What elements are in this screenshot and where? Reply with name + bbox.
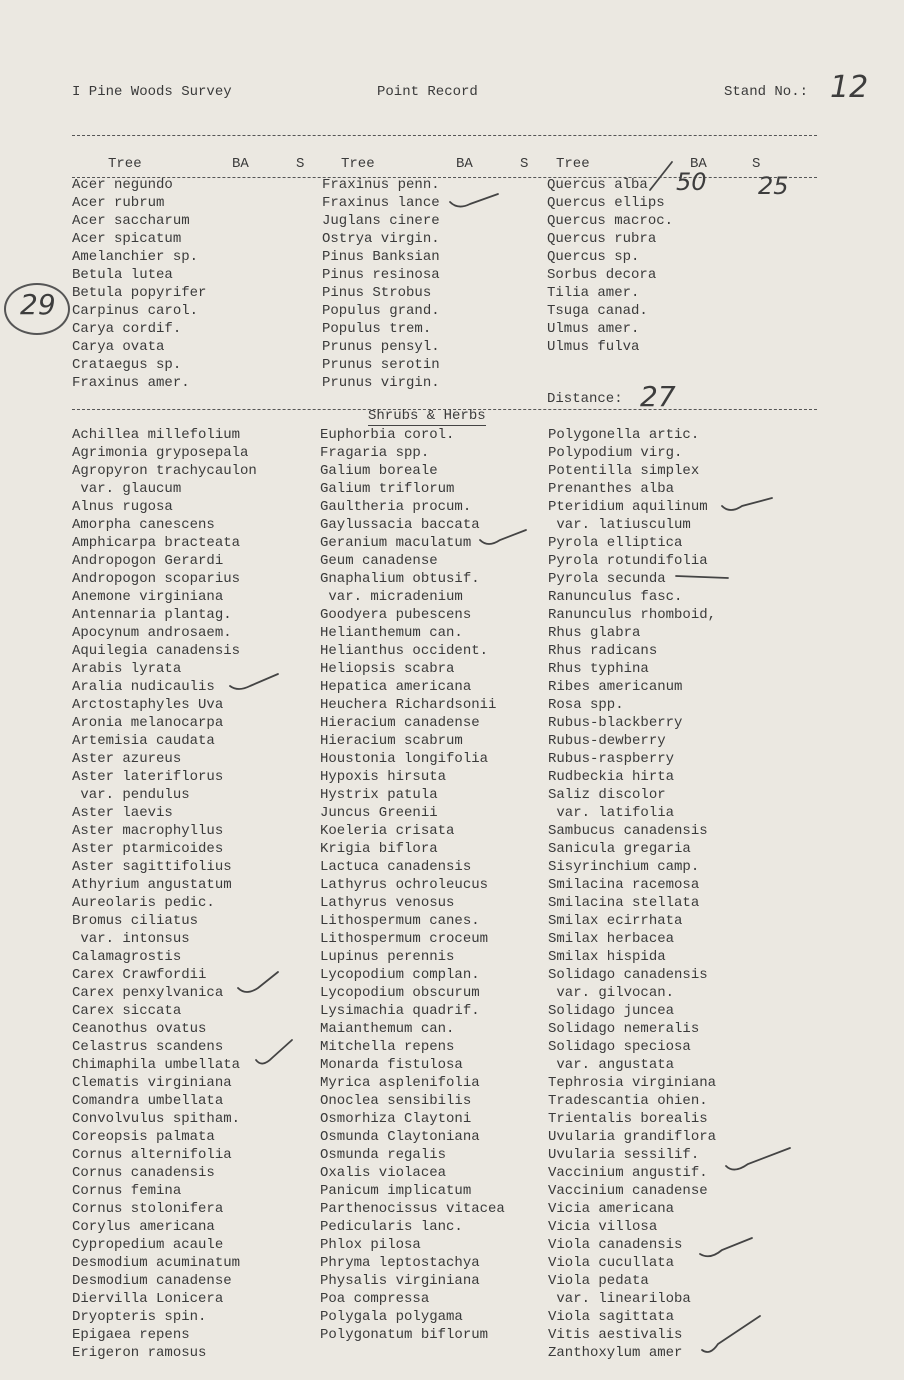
herb-item: Aster ptarmicoides	[72, 841, 224, 857]
tree-item: Sorbus decora	[547, 267, 657, 283]
herb-item: Rudbeckia hirta	[548, 769, 675, 785]
herb-item: Aureolaris pedic.	[72, 895, 215, 911]
quercus-alba-ba: 50	[676, 168, 707, 196]
tree-item: Juglans cinere	[322, 213, 440, 229]
tree-item: Quercus rubra	[547, 231, 657, 247]
herb-item: var. latifolia	[548, 805, 675, 821]
distance-label: Distance:	[547, 391, 623, 407]
herb-item: Polypodium virg.	[548, 445, 683, 461]
s-header-2: S	[520, 156, 529, 172]
herb-item: Aster sagittifolius	[72, 859, 232, 875]
tree-item: Quercus sp.	[547, 249, 640, 265]
tree-item: Carpinus carol.	[72, 303, 199, 319]
herb-item: Convolvulus spitham.	[72, 1111, 241, 1127]
herb-item: Aralia nudicaulis	[72, 679, 215, 695]
tree-item: Fraxinus penn.	[322, 177, 440, 193]
herb-item: Vitis aestivalis	[548, 1327, 683, 1343]
herb-item: Smilax hispida	[548, 949, 666, 965]
herb-item: Potentilla simplex	[548, 463, 700, 479]
tree-item: Tilia amer.	[547, 285, 640, 301]
herb-item: Saliz discolor	[548, 787, 666, 803]
herb-item: Oxalis violacea	[320, 1165, 447, 1181]
herb-item: Maianthemum can.	[320, 1021, 455, 1037]
herb-item: Alnus rugosa	[72, 499, 173, 515]
tree-item: Tsuga canad.	[547, 303, 648, 319]
tree-header-3: Tree	[556, 156, 590, 172]
ba-header-1: BA	[232, 156, 249, 172]
herb-item: Anemone virginiana	[72, 589, 224, 605]
herb-item: Polygonella artic.	[548, 427, 700, 443]
herb-item: Arabis lyrata	[72, 661, 182, 677]
tree-item: Betula popyrifer	[72, 285, 207, 301]
herb-item: Lithospermum canes.	[320, 913, 480, 929]
distance-value: 27	[640, 380, 676, 413]
herb-item: Viola canadensis	[548, 1237, 683, 1253]
herb-item: Galium boreale	[320, 463, 438, 479]
record-type: Point Record	[377, 84, 478, 100]
herb-item: Galium triflorum	[320, 481, 455, 497]
herb-item: Geranium maculatum	[320, 535, 472, 551]
tree-item: Prunus virgin.	[322, 375, 440, 391]
herb-item: Rhus typhina	[548, 661, 649, 677]
herb-item: Ranunculus rhomboid,	[548, 607, 717, 623]
tree-column-3	[547, 176, 673, 356]
herb-item: var. angustata	[548, 1057, 675, 1073]
stand-number: 12	[830, 70, 869, 105]
herb-item: Desmodium acuminatum	[72, 1255, 241, 1271]
herb-item: Uvularia sessilif.	[548, 1147, 700, 1163]
herb-item: Solidago speciosa	[548, 1039, 691, 1055]
herb-item: Apocynum androsaem.	[72, 625, 232, 641]
tree-item: Ulmus fulva	[547, 339, 640, 355]
herb-item: Bromus ciliatus	[72, 913, 199, 929]
tree-column-2	[322, 176, 440, 392]
herb-item: Sambucus canadensis	[548, 823, 708, 839]
herb-column-2	[320, 426, 505, 1344]
herb-item: Lathyrus venosus	[320, 895, 455, 911]
tree-item: Carya cordif.	[72, 321, 182, 337]
herb-item: Solidago nemeralis	[548, 1021, 700, 1037]
herb-item: Comandra umbellata	[72, 1093, 224, 1109]
herb-item: Calamagrostis	[72, 949, 182, 965]
herb-item: Heliopsis scabra	[320, 661, 455, 677]
herb-item: Hystrix patula	[320, 787, 438, 803]
herb-column-1	[72, 426, 257, 1362]
herb-item: Rhus radicans	[548, 643, 658, 659]
herb-item: var. intonsus	[72, 931, 190, 947]
tree-item: Ostrya virgin.	[322, 231, 440, 247]
tree-item: Prunus serotin	[322, 357, 440, 373]
tree-item: Fraxinus amer.	[72, 375, 190, 391]
herb-item: Aster azureus	[72, 751, 182, 767]
ba-header-3: BA	[690, 156, 707, 172]
herb-item: Pyrola rotundifolia	[548, 553, 708, 569]
herb-item: Lysimachia quadrif.	[320, 1003, 480, 1019]
herb-item: Lithospermum croceum	[320, 931, 489, 947]
herb-item: Arctostaphyles Uva	[72, 697, 224, 713]
herb-item: Desmodium canadense	[72, 1273, 232, 1289]
herb-item: Solidago juncea	[548, 1003, 675, 1019]
herb-item: Parthenocissus vitacea	[320, 1201, 505, 1217]
herb-item: Pyrola elliptica	[548, 535, 683, 551]
herb-item: Vicia villosa	[548, 1219, 658, 1235]
tree-item: Pinus Banksian	[322, 249, 440, 265]
herb-item: Tradescantia ohien.	[548, 1093, 708, 1109]
herb-item: Rubus-dewberry	[548, 733, 666, 749]
herb-item: Lactuca canadensis	[320, 859, 472, 875]
herb-item: Phryma leptostachya	[320, 1255, 480, 1271]
herb-item: Andropogon scoparius	[72, 571, 241, 587]
herb-item: Carex penxylvanica	[72, 985, 224, 1001]
herb-item: Cornus alternifolia	[72, 1147, 232, 1163]
herb-item: Ribes americanum	[548, 679, 683, 695]
tree-item: Ulmus amer.	[547, 321, 640, 337]
herb-item: Carex siccata	[72, 1003, 182, 1019]
top-rule	[72, 135, 817, 136]
herb-item: Smilax herbacea	[548, 931, 675, 947]
herb-item: Dryopteris spin.	[72, 1309, 207, 1325]
herb-item: Tephrosia virginiana	[548, 1075, 717, 1091]
herb-item: Poa compressa	[320, 1291, 430, 1307]
tree-item: Acer spicatum	[72, 231, 182, 247]
herb-item: Krigia biflora	[320, 841, 438, 857]
ba-header-2: BA	[456, 156, 473, 172]
tree-column-1	[72, 176, 206, 392]
herb-item: Osmunda regalis	[320, 1147, 447, 1163]
herb-item: Achillea millefolium	[72, 427, 241, 443]
herb-item: Gaylussacia baccata	[320, 517, 480, 533]
herb-item: Amphicarpa bracteata	[72, 535, 241, 551]
herb-item: Helianthus occident.	[320, 643, 489, 659]
herb-item: var. latiusculum	[548, 517, 691, 533]
herb-item: Artemisia caudata	[72, 733, 215, 749]
herb-item: Helianthemum can.	[320, 625, 463, 641]
herb-item: var. micradenium	[320, 589, 463, 605]
herb-item: Pteridium aquilinum	[548, 499, 708, 515]
herb-item: Smilacina stellata	[548, 895, 700, 911]
herb-item: Physalis virginiana	[320, 1273, 480, 1289]
tree-item: Quercus ellips	[547, 195, 665, 211]
herb-item: Chimaphila umbellata	[72, 1057, 241, 1073]
herb-item: Rubus-raspberry	[548, 751, 675, 767]
shrubs-herbs-title	[368, 408, 486, 424]
herb-item: Epigaea repens	[72, 1327, 190, 1343]
herb-item: Pyrola secunda	[548, 571, 666, 587]
tree-item: Quercus macroc.	[547, 213, 674, 229]
herb-item: Geum canadense	[320, 553, 438, 569]
tree-header-2: Tree	[341, 156, 375, 172]
herb-item: Carex Crawfordii	[72, 967, 207, 983]
tree-item: Pinus resinosa	[322, 267, 440, 283]
herb-item: Viola sagittata	[548, 1309, 675, 1325]
herb-item: Antennaria plantag.	[72, 607, 232, 623]
herb-item: Rosa spp.	[548, 697, 624, 713]
herb-item: Panicum implicatum	[320, 1183, 472, 1199]
herb-item: var. glaucum	[72, 481, 182, 497]
tree-item: Amelanchier sp.	[72, 249, 199, 265]
tree-item: Crataegus sp.	[72, 357, 182, 373]
tree-item: Acer rubrum	[72, 195, 165, 211]
herb-item: Cypropedium acaule	[72, 1237, 224, 1253]
check-mark-icon	[256, 1040, 292, 1064]
herb-item: Pedicularis lanc.	[320, 1219, 463, 1235]
herb-item: Koeleria crisata	[320, 823, 455, 839]
herb-item: Clematis virginiana	[72, 1075, 232, 1091]
herb-item: Erigeron ramosus	[72, 1345, 207, 1361]
herb-item: Athyrium angustatum	[72, 877, 232, 893]
herb-item: Aster laevis	[72, 805, 173, 821]
tree-item: Acer negundo	[72, 177, 173, 193]
check-mark-icon	[450, 194, 498, 207]
tree-item: Populus grand.	[322, 303, 440, 319]
herb-item: Osmunda Claytoniana	[320, 1129, 480, 1145]
herb-item: Ceanothus ovatus	[72, 1021, 207, 1037]
herb-item: Cornus femina	[72, 1183, 182, 1199]
herb-item: Aquilegia canadensis	[72, 643, 241, 659]
tree-item: Fraxinus lance	[322, 195, 440, 211]
herb-item: Agrimonia gryposepala	[72, 445, 249, 461]
herb-item: Hieracium scabrum	[320, 733, 463, 749]
herb-item: Zanthoxylum amer	[548, 1345, 683, 1361]
herb-item: Amorpha canescens	[72, 517, 215, 533]
shrubs-herbs-title-text: Shrubs & Herbs	[368, 408, 486, 424]
herb-item: Polygala polygama	[320, 1309, 463, 1325]
herb-item: Hypoxis hirsuta	[320, 769, 447, 785]
herb-item: Solidago canadensis	[548, 967, 708, 983]
herb-item: Goodyera pubescens	[320, 607, 472, 623]
herb-item: Aster lateriflorus	[72, 769, 224, 785]
herb-item: Gnaphalium obtusif.	[320, 571, 480, 587]
herb-item: Aronia melanocarpa	[72, 715, 224, 731]
s-header-3: S	[752, 156, 761, 172]
tree-item: Populus trem.	[322, 321, 432, 337]
herb-item: Myrica asplenifolia	[320, 1075, 480, 1091]
herb-item: Hieracium canadense	[320, 715, 480, 731]
tree-item: Betula lutea	[72, 267, 173, 283]
herb-item: Sisyrinchium camp.	[548, 859, 700, 875]
tree-header-1: Tree	[108, 156, 142, 172]
herb-item: Coreopsis palmata	[72, 1129, 215, 1145]
herb-item: Uvularia grandiflora	[548, 1129, 717, 1145]
check-mark-icon	[726, 1148, 790, 1170]
tree-item: Acer saccharum	[72, 213, 190, 229]
herb-item: Vicia americana	[548, 1201, 675, 1217]
herb-item: Euphorbia corol.	[320, 427, 455, 443]
herb-item: Lupinus perennis	[320, 949, 455, 965]
herb-item: Smilax ecirrhata	[548, 913, 683, 929]
herb-item: Fragaria spp.	[320, 445, 430, 461]
tree-item: Pinus Strobus	[322, 285, 432, 301]
herb-item: var. gilvocan.	[548, 985, 675, 1001]
herb-item: Mitchella repens	[320, 1039, 455, 1055]
margin-note: 29	[20, 288, 56, 321]
tree-item: Carya ovata	[72, 339, 165, 355]
herb-item: Lycopodium obscurum	[320, 985, 480, 1001]
herb-item: Osmorhiza Claytoni	[320, 1111, 472, 1127]
herb-item: Gaultheria procum.	[320, 499, 472, 515]
herb-item: Prenanthes alba	[548, 481, 675, 497]
tree-item: Prunus pensyl.	[322, 339, 440, 355]
herb-item: var. lineariloba	[548, 1291, 691, 1307]
herb-item: Monarda fistulosa	[320, 1057, 463, 1073]
herb-item: Aster macrophyllus	[72, 823, 224, 839]
herb-item: Houstonia longifolia	[320, 751, 489, 767]
herb-item: Corylus americana	[72, 1219, 215, 1235]
herb-item: Lathyrus ochroleucus	[320, 877, 489, 893]
herb-item: Andropogon Gerardi	[72, 553, 224, 569]
herb-item: Sanicula gregaria	[548, 841, 691, 857]
herb-item: Viola cucullata	[548, 1255, 675, 1271]
herb-item: Cornus canadensis	[72, 1165, 215, 1181]
herb-item: Heuchera Richardsonii	[320, 697, 497, 713]
herb-item: Polygonatum biflorum	[320, 1327, 489, 1343]
herb-item: Trientalis borealis	[548, 1111, 708, 1127]
quercus-alba-s: 25	[758, 172, 789, 200]
herb-item: Celastrus scandens	[72, 1039, 224, 1055]
survey-title: I Pine Woods Survey	[72, 84, 232, 100]
herb-item: Phlox pilosa	[320, 1237, 421, 1253]
herb-column-3	[548, 426, 716, 1362]
stand-label: Stand No.:	[724, 84, 809, 100]
herb-item: Viola pedata	[548, 1273, 649, 1289]
herb-item: Smilacina racemosa	[548, 877, 700, 893]
check-mark-icon	[722, 498, 772, 510]
herb-item: Agropyron trachycaulon	[72, 463, 257, 479]
herb-item: Hepatica americana	[320, 679, 472, 695]
herb-item: Rhus glabra	[548, 625, 641, 641]
herb-item: Vaccinium angustif.	[548, 1165, 708, 1181]
s-header-1: S	[296, 156, 305, 172]
herb-item: Ranunculus fasc.	[548, 589, 683, 605]
herb-item: Lycopodium complan.	[320, 967, 480, 983]
herb-item: Onoclea sensibilis	[320, 1093, 472, 1109]
herb-item: var. pendulus	[72, 787, 190, 803]
tree-item: Quercus alba	[547, 177, 648, 193]
herb-item: Diervilla Lonicera	[72, 1291, 224, 1307]
herb-item: Vaccinium canadense	[548, 1183, 708, 1199]
herb-item: Cornus stolonifera	[72, 1201, 224, 1217]
herb-item: Juncus Greenii	[320, 805, 438, 821]
herb-item: Rubus-blackberry	[548, 715, 683, 731]
